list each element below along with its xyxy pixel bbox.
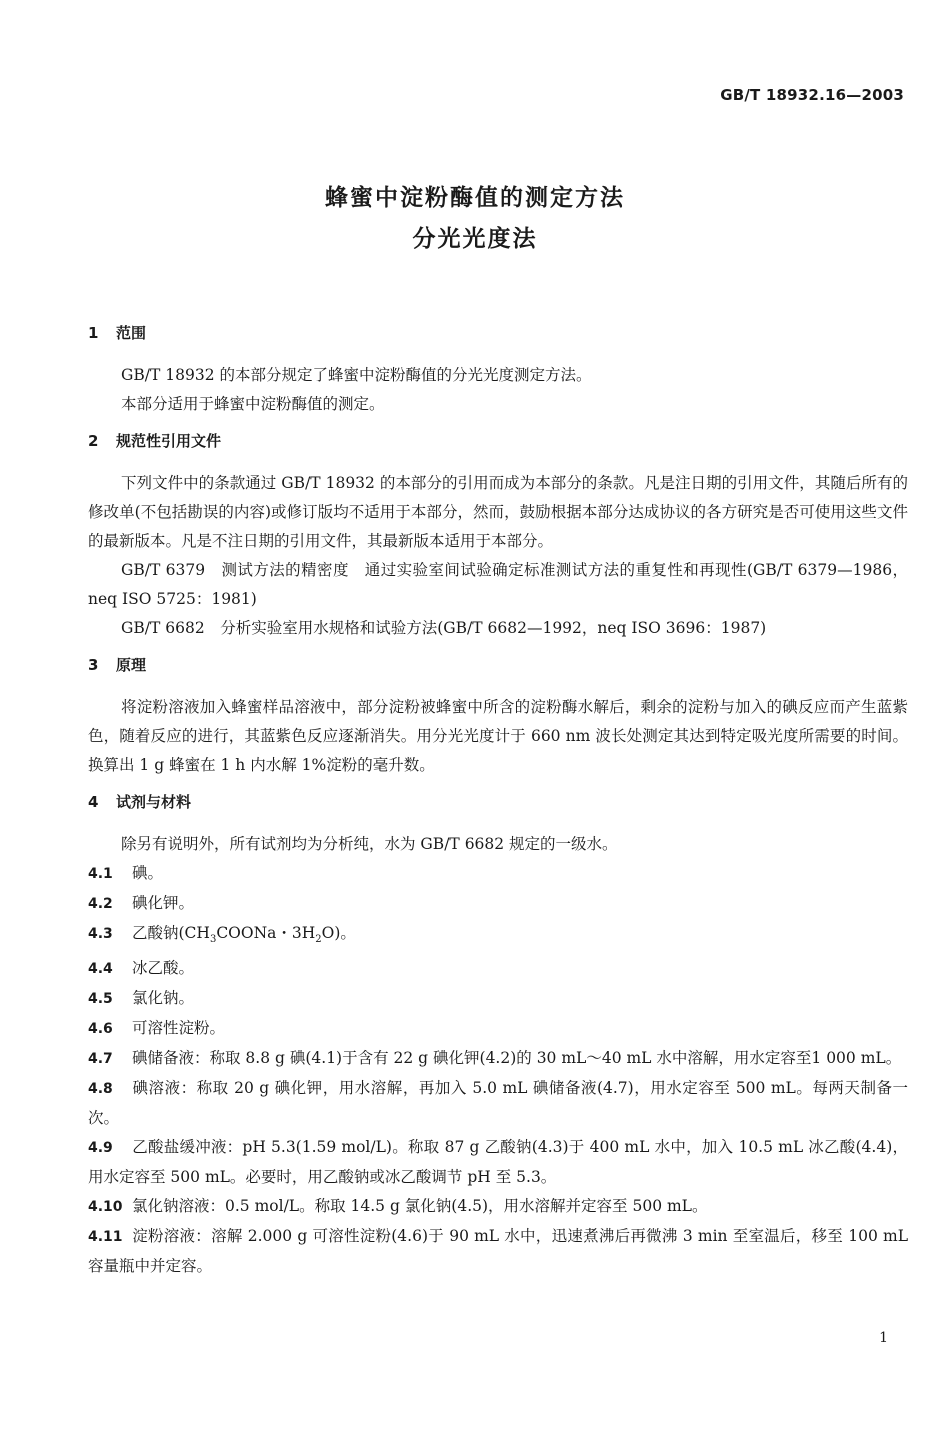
title-line-1: 蜂蜜中淀粉酶值的测定方法 (325, 185, 625, 211)
item-text: 碘溶液：称取 20 g 碘化钾，用水溶解，再加入 5.0 mL 碘储备液(4.7)，用水定容至 500 mL。每两天制备一次。 (88, 1079, 908, 1128)
list-item (88, 859, 908, 889)
item-text: 乙酸盐缓冲液：pH 5.3(1.59 mol/L)。称取 87 g 乙酸钠(4.3)于 400 mL 水中，加入 10.5 mL 冰乙酸(4.4)，用水定容至 500 mL。必要时，用乙酸钠或冰乙酸调节 pH 至 5.3。 (88, 1138, 908, 1187)
list-item (88, 1222, 908, 1281)
section-heading-1 (88, 322, 908, 344)
page-number: 1 (879, 1330, 888, 1346)
standard-code: GB/T 18932.16—2003 (720, 86, 904, 104)
item-number: 4.4 (88, 961, 113, 978)
item-text: 氯化钠。 (132, 989, 195, 1008)
list-item (88, 1133, 908, 1192)
item-number: 4.3 (88, 926, 113, 942)
item-number: 4.10 (88, 1199, 123, 1216)
section-title: 试剂与材料 (116, 793, 192, 811)
section-number: 1 (88, 324, 99, 342)
list-item (88, 889, 908, 919)
item-text: 冰乙酸。 (132, 959, 195, 978)
item-text-mid: COONa・3H (216, 924, 316, 942)
section-heading-4 (88, 791, 908, 813)
list-item (88, 919, 908, 954)
section-title: 规范性引用文件 (116, 432, 222, 450)
title-line-2: 分光光度法 (412, 226, 538, 252)
paragraph: 下列文件中的条款通过 GB/T 18932 的本部分的引用而成为本部分的条款。凡是注日期的引用文件，其随后所有的修改单(不包括勘误的内容)或修订版均不适用于本部分，然而，鼓励根据本部分达成协议的各方研究是否可使用这些文件的最新版本。凡是不注日期的引用文件，其最新版本适用于本部分。 (88, 474, 908, 550)
reference-entry: GB/T 6682 分析实验室用水规格和试验方法(GB/T 6682—1992，neq ISO 3696：1987) (121, 619, 767, 637)
document-body (88, 322, 908, 1281)
paragraph: GB/T 18932 的本部分规定了蜂蜜中淀粉酶值的分光光度测定方法。 (121, 366, 592, 384)
list-item (88, 1074, 908, 1133)
list-item (88, 954, 908, 984)
item-number: 4.9 (88, 1140, 113, 1157)
item-text: 氯化钠溶液：0.5 mol/L。称取 14.5 g 氯化钠(4.5)，用水溶解并定容至 500 mL。 (132, 1197, 708, 1216)
item-number: 4.7 (88, 1051, 113, 1068)
paragraph: 本部分适用于蜂蜜中淀粉酶值的测定。 (121, 395, 385, 413)
item-text-pre: 乙酸钠(CH (132, 924, 210, 942)
item-number: 4.11 (88, 1229, 123, 1246)
paragraph: 将淀粉溶液加入蜂蜜样品溶液中，部分淀粉被蜂蜜中所含的淀粉酶水解后，剩余的淀粉与加入的碘反应而产生蓝紫色，随着反应的进行，其蓝紫色反应逐渐消失。用分光光度计于 660 nm 波长处测定其达到特定吸光度所需要的时间。换算出 1 g 蜂蜜在 1 h 内水解 1%淀粉的毫升数。 (88, 698, 908, 774)
item-number: 4.6 (88, 1021, 113, 1038)
reference-entry: GB/T 6379 测试方法的精密度 通过实验室间试验确定标准测试方法的重复性和再现性(GB/T 6379—1986，neq ISO 5725：1981) (88, 561, 908, 608)
item-text: 碘储备液：称取 8.8 g 碘(4.1)于含有 22 g 碘化钾(4.2)的 30 mL～40 mL 水中溶解，用水定容至1 000 mL。 (132, 1049, 902, 1068)
list-item (88, 984, 908, 1014)
list-item (88, 1014, 908, 1044)
section-heading-2 (88, 430, 908, 452)
item-text: 碘。 (132, 864, 164, 882)
section-number: 2 (88, 432, 99, 450)
subscript: 2 (315, 934, 322, 946)
item-text: 淀粉溶液：溶解 2.000 g 可溶性淀粉(4.6)于 90 mL 水中，迅速煮沸后再微沸 3 min 至室温后，移至 100 mL 容量瓶中并定容。 (88, 1227, 908, 1276)
item-number: 4.2 (88, 896, 113, 912)
item-text: 可溶性淀粉。 (132, 1019, 226, 1038)
list-item (88, 1044, 908, 1074)
section-title: 范围 (116, 324, 147, 342)
item-number: 4.8 (88, 1081, 113, 1098)
section-number: 3 (88, 656, 99, 674)
list-item (88, 1192, 908, 1222)
section-heading-3 (88, 654, 908, 676)
item-number: 4.5 (88, 991, 113, 1008)
paragraph: 除另有说明外，所有试剂均为分析纯，水为 GB/T 6682 规定的一级水。 (121, 835, 618, 853)
subscript: 3 (209, 934, 217, 946)
item-text-post: O)。 (321, 924, 356, 942)
section-number: 4 (88, 793, 99, 811)
item-text: 碘化钾。 (132, 894, 195, 912)
item-number: 4.1 (88, 866, 113, 882)
section-title: 原理 (116, 656, 147, 674)
document-title (0, 178, 950, 260)
